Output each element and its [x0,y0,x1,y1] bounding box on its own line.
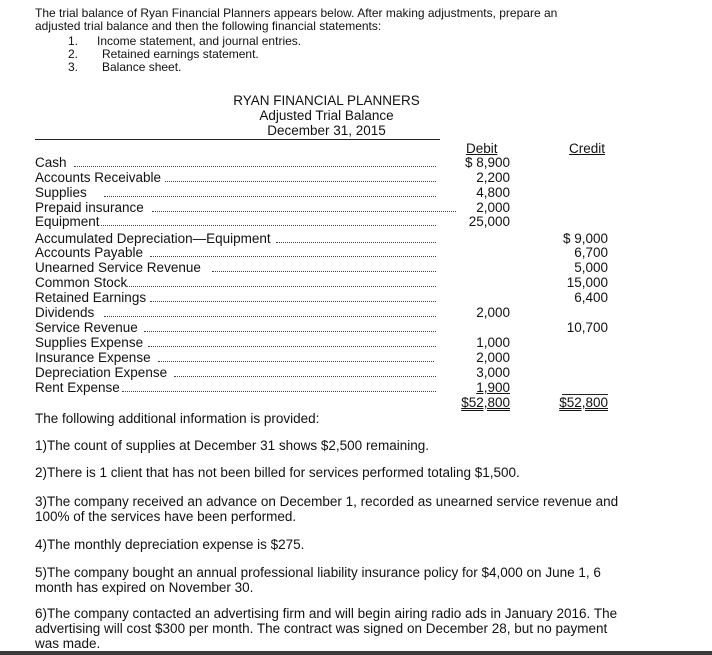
credit-amount: 10,700 [566,320,608,335]
account-name: Accounts Payable [35,245,144,260]
company-name: RYAN FINANCIAL PLANNERS [233,93,420,108]
account-name: Cash [35,155,67,170]
dot-leader [101,225,436,226]
list-item: Income statement, and journal entries. [97,34,302,48]
credit-header: Credit [569,141,606,156]
dot-leader [74,166,436,167]
credit-total: $52,800 [559,395,608,410]
debit-amount: 25,000 [468,214,510,229]
dot-leader [104,196,436,197]
header-rule [35,139,440,140]
additional-info-item: 3)The company received an advance on December 1, recorded as unearned service revenue and 100% of the services have been performed. [35,494,619,524]
window-bottom-edge [0,651,712,655]
debit-amount: 4,800 [476,185,510,200]
dot-leader [158,361,434,362]
debit-amount: 3,000 [476,365,510,380]
credit-amount: 6,700 [574,245,608,260]
account-name: Depreciation Expense [35,365,168,380]
additional-info-item: 5)The company bought an annual professional liability insurance policy for $4,000 on June 1, 6 month has expired on November 30. [35,565,601,595]
list-number: 3. [67,60,78,74]
statement-title: Adjusted Trial Balance [259,108,394,123]
list-item: Balance sheet. [102,60,182,74]
account-name: Accumulated Depreciation—Equipment [35,231,271,246]
list-number: 1. [67,34,78,48]
debit-amount: 2,000 [476,200,510,215]
account-name: Retained Earnings [35,290,147,305]
dot-leader [104,316,436,317]
debit-header: Debit [466,141,498,156]
dot-leader [276,242,436,243]
account-name: Dividends [35,305,95,320]
dot-leader [212,271,436,272]
additional-info-item: 2)There is 1 client that has not been billed for services performed totaling $1,500. [35,465,520,480]
debit-total: $52,800 [461,395,510,410]
dot-leader [122,391,436,392]
account-name: Prepaid insurance [35,200,144,215]
list-item: Retained earnings statement. [102,47,259,61]
additional-info-item: 4)The monthly depreciation expense is $275. [35,537,305,552]
credit-amount: 15,000 [566,275,608,290]
account-name: Rent Expense [35,380,120,395]
credit-amount: 5,000 [574,260,608,275]
dot-leader [150,256,436,257]
dot-leader [152,211,456,212]
dot-leader [148,346,436,347]
dot-leader [126,286,436,287]
debit-amount: 2,000 [476,305,510,320]
debit-amount: 1,900 [476,380,510,395]
dot-leader [150,301,436,302]
additional-info-item: 1)The count of supplies at December 31 shows $2,500 remaining. [35,438,429,453]
additional-info-item: 6)The company contacted an advertising firm and will begin airing radio ads in January 2016. The advertising will cost $300 per month. The contract was signed on December 28, but no payment was made. [35,606,618,651]
account-name: Unearned Service Revenue [35,260,201,275]
account-name: Accounts Receivable [35,170,162,185]
debit-amount: $ 8,900 [464,155,510,170]
account-name: Equipment [35,214,100,229]
account-name: Insurance Expense [35,350,151,365]
intro-line-1: The trial balance of Ryan Financial Planners appears below. After making adjustments, prepare an [35,6,558,20]
account-name: Service Revenue [35,320,138,335]
debit-amount: 1,000 [476,335,510,350]
credit-amount: $ 9,000 [562,231,608,246]
debit-amount: 2,200 [476,170,510,185]
statement-date: December 31, 2015 [267,123,386,138]
debit-amount: 2,000 [476,350,510,365]
dot-leader [165,181,436,182]
list-number: 2. [67,47,78,61]
account-name: Common Stock [35,275,128,290]
dot-leader [144,331,436,332]
account-name: Supplies Expense [35,335,144,350]
dot-leader [174,376,436,377]
credit-amount: 6,400 [574,290,608,305]
intro-line-2: adjusted trial balance and then the following financial statements: [35,19,382,33]
additional-info-heading: The following additional information is provided: [35,411,320,426]
account-name: Supplies [35,185,87,200]
